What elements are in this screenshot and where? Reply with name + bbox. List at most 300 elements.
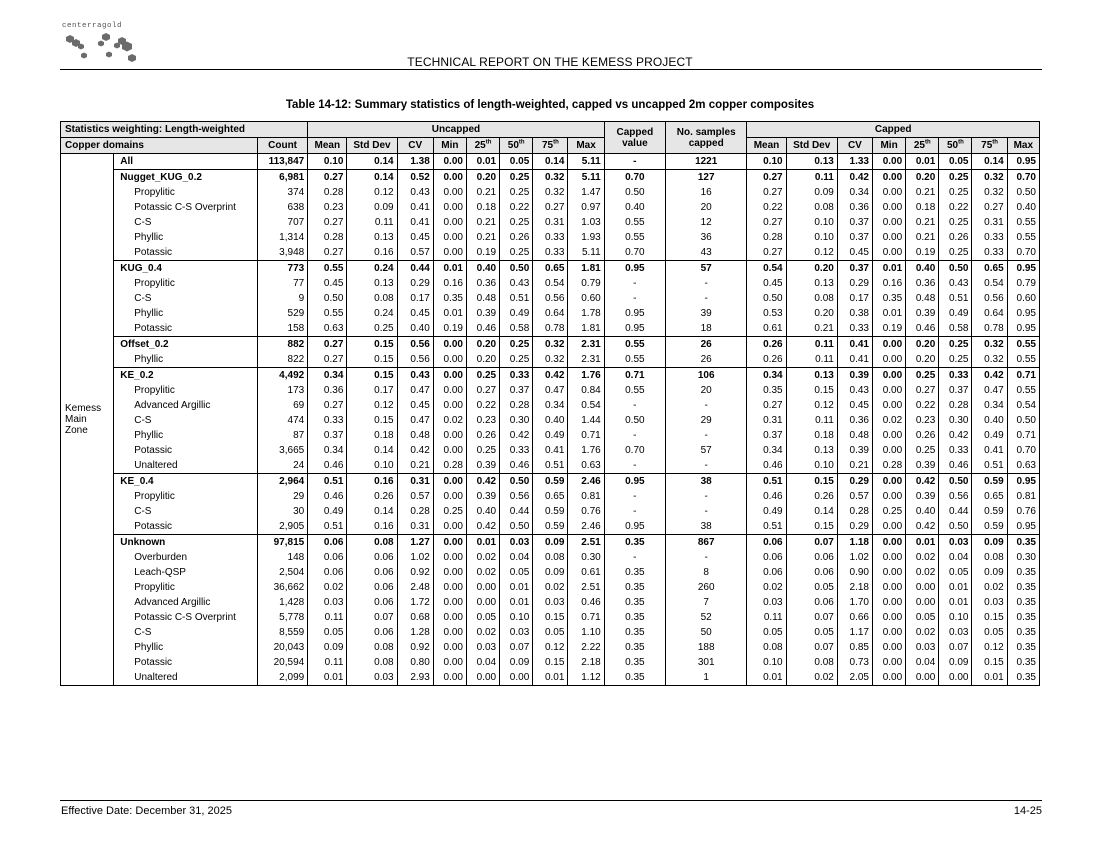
table-row (61, 428, 1040, 443)
capped-stat-cell: 0.00 (873, 595, 906, 610)
capped-stat-cell: 0.30 (1007, 550, 1039, 565)
uncapped-stat-cell: 0.45 (397, 306, 433, 321)
capped-stat-cell: 0.51 (972, 458, 1007, 474)
capped-cv-header: CV (837, 138, 872, 154)
uncapped-stat-cell: 0.25 (500, 337, 533, 353)
uncapped-stat-cell: 0.25 (500, 245, 533, 261)
count-cell: 2,905 (257, 519, 307, 535)
capped-stat-cell: 0.50 (747, 291, 786, 306)
uncapped-stat-cell: 0.60 (568, 291, 604, 306)
table-row (61, 670, 1040, 686)
uncapped-stat-cell: 0.00 (433, 580, 466, 595)
capped-p75-header: 75th (972, 138, 1007, 154)
capped-stat-cell: 2.05 (837, 670, 872, 686)
uncapped-stat-cell: 0.12 (533, 640, 568, 655)
capped-stat-cell: 0.60 (1007, 291, 1039, 306)
capped-value-cell: - (604, 458, 665, 474)
uncapped-stat-cell: 0.05 (466, 610, 499, 625)
capped-stat-cell: 0.26 (906, 428, 939, 443)
capped-stat-cell: 0.71 (1007, 368, 1039, 384)
domain-group-row (61, 154, 1040, 170)
count-cell: 8,559 (257, 625, 307, 640)
capped-stat-cell: 0.21 (837, 458, 872, 474)
uncapped-stat-cell: 0.00 (433, 565, 466, 580)
capped-stat-cell: 0.00 (873, 443, 906, 458)
capped-stat-cell: 0.03 (906, 640, 939, 655)
footer-divider (60, 800, 1042, 801)
uncapped-stat-cell: 0.81 (568, 489, 604, 504)
capped-stat-cell: 0.55 (1007, 352, 1039, 368)
capped-value-cell: 0.35 (604, 625, 665, 640)
capped-stat-cell: 0.01 (939, 580, 972, 595)
uncapped-stat-cell: 0.30 (568, 550, 604, 565)
uncapped-stat-cell: 0.25 (500, 185, 533, 200)
table-row (61, 291, 1040, 306)
capped-stat-cell: 0.37 (837, 230, 872, 245)
capped-stat-cell: 0.04 (906, 655, 939, 670)
uncapped-stat-cell: 0.14 (533, 154, 568, 170)
capped-stat-cell: 0.26 (939, 230, 972, 245)
capped-stat-cell: 0.14 (786, 504, 837, 519)
uncapped-stat-cell: 1.81 (568, 261, 604, 277)
capped-stat-cell: 0.22 (939, 200, 972, 215)
uncapped-stat-cell: 0.25 (500, 352, 533, 368)
capped-value-cell: 0.55 (604, 230, 665, 245)
capped-stat-cell: 0.09 (786, 185, 837, 200)
capped-stat-cell: 0.07 (786, 610, 837, 625)
table-row (61, 640, 1040, 655)
capped-stat-cell: 0.43 (939, 276, 972, 291)
uncapped-stat-cell: 0.15 (347, 413, 397, 428)
table-caption: Table 14-12: Summary statistics of length-weighted, capped vs uncapped 2m copper composites (285, 99, 815, 111)
capped-stat-cell: 0.37 (939, 383, 972, 398)
capped-stat-cell: 0.28 (747, 230, 786, 245)
uncapped-stat-cell: 0.33 (308, 413, 347, 428)
table-row (61, 306, 1040, 321)
capped-stat-cell: 0.42 (837, 170, 872, 186)
uncapped-stat-cell: 0.43 (397, 368, 433, 384)
uncapped-stat-cell: 0.58 (500, 321, 533, 337)
table-row (61, 413, 1040, 428)
uncapped-stat-cell: 0.17 (397, 291, 433, 306)
capped-stat-cell: 0.36 (837, 200, 872, 215)
table-row (61, 383, 1040, 398)
capped-stat-cell: 0.35 (1007, 670, 1039, 686)
capped-stat-cell: 0.49 (939, 306, 972, 321)
uncapped-stat-cell: 0.68 (397, 610, 433, 625)
uncapped-stat-cell: 0.41 (397, 200, 433, 215)
capped-stat-cell: 0.28 (873, 458, 906, 474)
capped-stat-cell: 0.71 (1007, 428, 1039, 443)
uncapped-stat-cell: 0.50 (308, 291, 347, 306)
capped-stat-cell: 0.76 (1007, 504, 1039, 519)
capped-stat-cell: 0.25 (939, 185, 972, 200)
count-cell: 36,662 (257, 580, 307, 595)
samples-capped-cell: 8 (666, 565, 747, 580)
table-row (61, 625, 1040, 640)
uncapped-stat-cell: 1.81 (568, 321, 604, 337)
samples-capped-cell: - (666, 291, 747, 306)
capped-stat-cell: 0.22 (906, 398, 939, 413)
capped-stat-cell: 0.56 (939, 489, 972, 504)
capped-value-cell: 0.95 (604, 261, 665, 277)
uncapped-stat-cell: 1.27 (397, 535, 433, 551)
uncapped-stat-cell: 0.39 (466, 489, 499, 504)
samples-capped-header: No. samples capped (666, 122, 747, 154)
domain-cell: Nugget_KUG_0.2 (114, 170, 258, 186)
uncapped-stat-cell: 0.05 (533, 625, 568, 640)
capped-stat-cell: 0.20 (906, 170, 939, 186)
uncapped-stat-cell: 0.00 (433, 368, 466, 384)
domain-cell: Phyllic (114, 230, 258, 245)
uncapped-stat-cell: 0.06 (308, 565, 347, 580)
uncapped-stat-cell: 0.76 (568, 504, 604, 519)
uncapped-stat-cell: 0.14 (347, 443, 397, 458)
table-row (61, 276, 1040, 291)
uncapped-stat-cell: 0.23 (308, 200, 347, 215)
capped-stat-cell: 0.00 (873, 625, 906, 640)
uncapped-stat-cell: 0.07 (347, 610, 397, 625)
capped-stat-cell: 0.37 (747, 428, 786, 443)
table-body (61, 154, 1040, 686)
capped-stat-cell: 1.18 (837, 535, 872, 551)
uncapped-stat-cell: 0.00 (433, 550, 466, 565)
capped-stat-cell: 1.17 (837, 625, 872, 640)
capped-stat-cell: 0.70 (1007, 443, 1039, 458)
uncapped-stat-cell: 0.54 (533, 276, 568, 291)
uncapped-stat-cell: 2.46 (568, 474, 604, 490)
capped-stat-cell: 0.00 (873, 565, 906, 580)
count-cell: 9 (257, 291, 307, 306)
count-cell: 97,815 (257, 535, 307, 551)
domain-cell: C-S (114, 413, 258, 428)
uncapped-stat-cell: 0.46 (308, 489, 347, 504)
capped-stat-cell: 0.04 (939, 550, 972, 565)
samples-capped-cell: 1221 (666, 154, 747, 170)
statistics-table (60, 121, 1040, 686)
capped-stat-cell: 0.35 (747, 383, 786, 398)
capped-stat-cell: 0.42 (939, 428, 972, 443)
capped-stat-cell: 0.59 (972, 474, 1007, 490)
domain-cell: KUG_0.4 (114, 261, 258, 277)
capped-value-cell: 0.55 (604, 337, 665, 353)
domain-cell: Phyllic (114, 640, 258, 655)
samples-capped-cell: - (666, 398, 747, 413)
uncapped-stat-cell: 0.00 (433, 428, 466, 443)
capped-stat-cell: 0.01 (906, 154, 939, 170)
uncapped-max-header: Max (568, 138, 604, 154)
uncapped-stat-cell: 0.00 (433, 610, 466, 625)
uncapped-stat-cell: 0.27 (308, 337, 347, 353)
uncapped-stat-cell: 0.37 (308, 428, 347, 443)
uncapped-stat-cell: 0.39 (466, 458, 499, 474)
uncapped-stat-cell: 0.84 (568, 383, 604, 398)
capped-stat-cell: 0.11 (786, 170, 837, 186)
capped-value-cell: 0.35 (604, 655, 665, 670)
domain-cell: All (114, 154, 258, 170)
uncapped-stat-cell: 0.16 (347, 519, 397, 535)
uncapped-stat-cell: 0.42 (397, 443, 433, 458)
domain-cell: Overburden (114, 550, 258, 565)
uncapped-stat-cell: 1.38 (397, 154, 433, 170)
count-cell: 20,594 (257, 655, 307, 670)
capped-stat-cell: 0.18 (906, 200, 939, 215)
capped-stat-cell: 0.09 (972, 535, 1007, 551)
uncapped-stat-cell: 0.05 (500, 565, 533, 580)
domain-cell: KE_0.4 (114, 474, 258, 490)
uncapped-stat-cell: 0.59 (533, 504, 568, 519)
uncapped-stat-cell: 0.45 (397, 398, 433, 413)
uncapped-stat-cell: 0.46 (568, 595, 604, 610)
capped-stat-cell: 0.27 (747, 245, 786, 261)
uncapped-stat-cell: 0.06 (347, 580, 397, 595)
samples-capped-cell: 36 (666, 230, 747, 245)
uncapped-stat-cell: 0.00 (433, 655, 466, 670)
capped-stat-cell: 0.03 (939, 535, 972, 551)
samples-capped-cell: 29 (666, 413, 747, 428)
domain-cell: Offset_0.2 (114, 337, 258, 353)
count-cell: 5,778 (257, 610, 307, 625)
capped-stat-cell: 0.01 (972, 670, 1007, 686)
uncapped-stat-cell: 0.22 (466, 398, 499, 413)
capped-stat-cell: 0.55 (1007, 230, 1039, 245)
table-row (61, 200, 1040, 215)
uncapped-stat-cell: 0.16 (347, 474, 397, 490)
domain-cell: Potassic (114, 519, 258, 535)
uncapped-stat-cell: 0.40 (466, 261, 499, 277)
samples-capped-cell: - (666, 504, 747, 519)
uncapped-stat-cell: 0.09 (347, 200, 397, 215)
uncapped-stat-cell: 0.00 (433, 443, 466, 458)
uncapped-stat-cell: 0.21 (466, 185, 499, 200)
uncapped-stat-cell: 0.09 (533, 535, 568, 551)
capped-stat-cell: 0.78 (972, 321, 1007, 337)
capped-stat-cell: 0.40 (972, 413, 1007, 428)
uncapped-stat-cell: 0.56 (533, 291, 568, 306)
uncapped-stat-cell: 0.36 (466, 276, 499, 291)
capped-stat-cell: 0.50 (1007, 185, 1039, 200)
uncapped-stat-cell: 0.30 (500, 413, 533, 428)
uncapped-stat-cell: 0.44 (397, 261, 433, 277)
capped-stat-cell: 0.25 (939, 215, 972, 230)
uncapped-stat-cell: 1.12 (568, 670, 604, 686)
uncapped-stat-cell: 0.92 (397, 640, 433, 655)
capped-stat-cell: 0.35 (1007, 580, 1039, 595)
capped-stat-cell: 0.39 (837, 368, 872, 384)
domain-group-row (61, 368, 1040, 384)
uncapped-stat-cell: 0.28 (308, 230, 347, 245)
capped-stat-cell: 0.27 (747, 215, 786, 230)
uncapped-stat-cell: 0.05 (308, 625, 347, 640)
uncapped-stat-cell: 0.06 (347, 625, 397, 640)
uncapped-p50-header: 50th (500, 138, 533, 154)
uncapped-stat-cell: 0.08 (347, 640, 397, 655)
uncapped-stat-cell: 0.02 (466, 625, 499, 640)
uncapped-stat-cell: 0.06 (308, 550, 347, 565)
capped-stat-cell: 0.01 (939, 595, 972, 610)
capped-stat-cell: 0.20 (786, 306, 837, 321)
capped-stat-cell: 0.00 (906, 670, 939, 686)
capped-stat-cell: 0.34 (972, 398, 1007, 413)
domain-cell: C-S (114, 504, 258, 519)
uncapped-stat-cell: 0.09 (533, 565, 568, 580)
uncapped-stat-cell: 0.56 (397, 352, 433, 368)
capped-stat-cell: 0.31 (972, 215, 1007, 230)
capped-stat-cell: 0.45 (747, 276, 786, 291)
uncapped-stat-cell: 0.00 (433, 625, 466, 640)
count-cell: 3,665 (257, 443, 307, 458)
uncapped-stat-cell: 0.29 (397, 276, 433, 291)
domain-cell: Unaltered (114, 458, 258, 474)
capped-stat-cell: 0.35 (1007, 610, 1039, 625)
capped-stat-cell: 0.29 (837, 474, 872, 490)
samples-capped-cell: 12 (666, 215, 747, 230)
uncapped-stat-cell: 0.01 (433, 261, 466, 277)
capped-stat-cell: 0.10 (786, 458, 837, 474)
capped-stat-cell: 0.90 (837, 565, 872, 580)
samples-capped-cell: 20 (666, 200, 747, 215)
count-cell: 822 (257, 352, 307, 368)
samples-capped-cell: 127 (666, 170, 747, 186)
uncapped-stat-cell: 0.00 (433, 230, 466, 245)
uncapped-stat-cell: 0.48 (397, 428, 433, 443)
capped-stat-cell: 0.27 (972, 200, 1007, 215)
uncapped-stat-cell: 0.42 (500, 428, 533, 443)
capped-value-cell: 0.35 (604, 610, 665, 625)
uncapped-stat-cell: 0.02 (466, 565, 499, 580)
count-cell: 882 (257, 337, 307, 353)
capped-stat-cell: 0.13 (786, 276, 837, 291)
domain-cell: Potassic (114, 245, 258, 261)
capped-stat-cell: 0.29 (837, 276, 872, 291)
count-cell: 113,847 (257, 154, 307, 170)
table-row (61, 595, 1040, 610)
capped-mean-header: Mean (747, 138, 786, 154)
capped-stat-cell: 0.51 (747, 474, 786, 490)
uncapped-stat-cell: 0.25 (347, 321, 397, 337)
zone-label: Kemess Main Zone (61, 154, 114, 686)
uncapped-stat-cell: 0.50 (500, 261, 533, 277)
uncapped-stat-cell: 0.26 (347, 489, 397, 504)
capped-stat-cell: 0.50 (939, 261, 972, 277)
capped-stat-cell: 0.03 (747, 595, 786, 610)
samples-capped-cell: - (666, 489, 747, 504)
samples-capped-cell: 301 (666, 655, 747, 670)
capped-stat-cell: 0.79 (1007, 276, 1039, 291)
capped-stat-cell: 0.42 (906, 519, 939, 535)
uncapped-stat-cell: 0.13 (347, 276, 397, 291)
capped-stat-cell: 0.07 (786, 535, 837, 551)
capped-stat-cell: 0.47 (972, 383, 1007, 398)
capped-stat-cell: 0.35 (1007, 535, 1039, 551)
capped-stat-cell: 0.35 (1007, 595, 1039, 610)
capped-stat-cell: 0.33 (939, 443, 972, 458)
capped-min-header: Min (873, 138, 906, 154)
uncapped-stat-cell: 0.51 (308, 519, 347, 535)
domain-cell: Advanced Argillic (114, 398, 258, 413)
uncapped-stat-cell: 0.00 (433, 535, 466, 551)
capped-value-cell: 0.55 (604, 352, 665, 368)
table-row (61, 580, 1040, 595)
uncapped-stat-cell: 0.01 (533, 670, 568, 686)
capped-stat-cell: 0.08 (972, 550, 1007, 565)
capped-stat-cell: 0.57 (837, 489, 872, 504)
capped-stat-cell: 0.63 (1007, 458, 1039, 474)
capped-value-cell: 0.95 (604, 519, 665, 535)
capped-stat-cell: 0.05 (786, 580, 837, 595)
uncapped-stddev-header: Std Dev (347, 138, 397, 154)
count-cell: 2,099 (257, 670, 307, 686)
uncapped-stat-cell: 0.15 (533, 655, 568, 670)
uncapped-stat-cell: 0.10 (308, 154, 347, 170)
capped-stat-cell: 2.18 (837, 580, 872, 595)
capped-stat-cell: 0.39 (906, 306, 939, 321)
samples-capped-cell: 26 (666, 352, 747, 368)
capped-stat-cell: 0.00 (873, 428, 906, 443)
uncapped-stat-cell: 0.52 (397, 170, 433, 186)
capped-stat-cell: 0.37 (837, 261, 872, 277)
table-row (61, 519, 1040, 535)
capped-stat-cell: 0.03 (972, 595, 1007, 610)
capped-stat-cell: 0.70 (1007, 170, 1039, 186)
uncapped-stat-cell: 0.27 (466, 383, 499, 398)
count-cell: 77 (257, 276, 307, 291)
uncapped-stat-cell: 2.31 (568, 337, 604, 353)
uncapped-stat-cell: 0.35 (433, 291, 466, 306)
capped-stat-cell: 0.00 (873, 337, 906, 353)
capped-stat-cell: 0.06 (747, 565, 786, 580)
domain-group-row (61, 337, 1040, 353)
uncapped-stat-cell: 0.06 (347, 550, 397, 565)
uncapped-stat-cell: 0.01 (466, 154, 499, 170)
capped-stat-cell: 0.00 (873, 245, 906, 261)
uncapped-stat-cell: 0.00 (433, 519, 466, 535)
samples-capped-cell: 38 (666, 474, 747, 490)
count-cell: 4,492 (257, 368, 307, 384)
capped-stat-cell: 0.05 (747, 625, 786, 640)
domain-cell: Potassic (114, 321, 258, 337)
capped-max-header: Max (1007, 138, 1039, 154)
count-cell: 29 (257, 489, 307, 504)
capped-stat-cell: 0.27 (906, 383, 939, 398)
capped-stat-cell: 0.09 (939, 655, 972, 670)
uncapped-stat-cell: 0.39 (466, 306, 499, 321)
uncapped-stat-cell: 0.57 (397, 245, 433, 261)
capped-stat-cell: 0.27 (747, 398, 786, 413)
capped-stat-cell: 0.02 (873, 413, 906, 428)
capped-stat-cell: 0.25 (906, 443, 939, 458)
uncapped-stat-cell: 0.22 (500, 200, 533, 215)
capped-stat-cell: 0.25 (906, 368, 939, 384)
capped-stat-cell: 0.46 (747, 489, 786, 504)
logo-wordmark: centerragold (62, 22, 123, 30)
capped-stat-cell: 0.25 (939, 352, 972, 368)
capped-stat-cell: 0.41 (837, 337, 872, 353)
table-row (61, 321, 1040, 337)
uncapped-stat-cell: 0.63 (308, 321, 347, 337)
uncapped-stat-cell: 0.65 (533, 489, 568, 504)
capped-stat-cell: 0.00 (873, 154, 906, 170)
uncapped-stat-cell: 0.33 (500, 443, 533, 458)
count-cell: 2,964 (257, 474, 307, 490)
uncapped-stat-cell: 0.18 (347, 428, 397, 443)
domain-cell: Unaltered (114, 670, 258, 686)
domain-cell: Leach-QSP (114, 565, 258, 580)
capped-stat-cell: 0.34 (747, 368, 786, 384)
capped-value-cell: - (604, 428, 665, 443)
count-cell: 1,314 (257, 230, 307, 245)
samples-capped-cell: 43 (666, 245, 747, 261)
